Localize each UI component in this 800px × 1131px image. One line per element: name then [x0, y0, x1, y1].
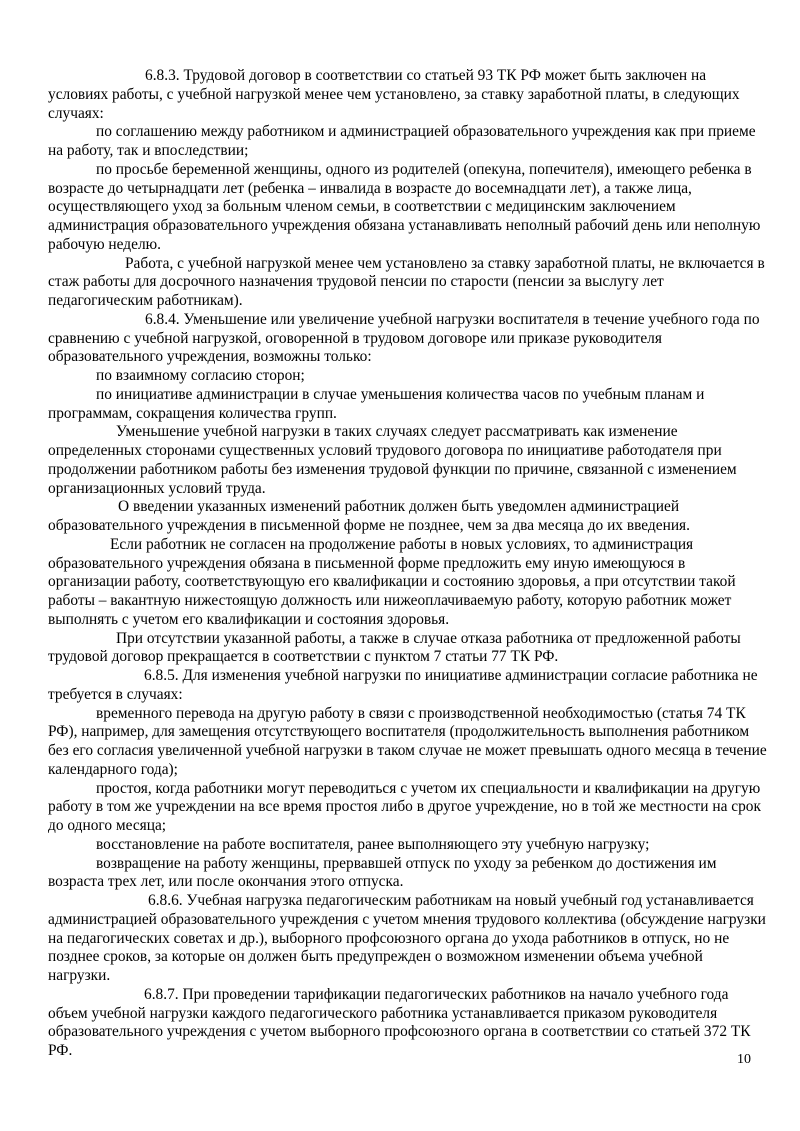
paragraph-notification: О введении указанных изменений работник должен быть уведомлен администрацией образовательного учреждения в письменной форме не позднее, чем за два месяца до их введения. — [48, 498, 690, 534]
list-item-pregnant-request: по просьбе беременной женщины, одного из родителей (опекуна, попечителя), имеющего ребенка в возрасте до четырнадцати лет (ребенка – инвалида в возрасте до восемнадцати лет), а также лица, осуществляющего уход за больным членом семьи, в соответствии с медицинским заключением администрация образовательного учреждения обязана устанавливать неполный рабочий день или неполную рабочую неделю. — [48, 160, 761, 253]
document-body — [48, 67, 768, 1061]
list-item-administration-initiative: по инициативе администрации в случае уменьшения количества часов по учебным планам и программам, сокращения количества групп. — [48, 385, 705, 422]
list-item-return-from-leave: возвращение на работу женщины, прервавшей отпуск по уходу за ребенком до достижения им возраста трех лет, или после окончания этого отпуска. — [48, 854, 717, 891]
paragraph-6-8-3: 6.8.3. Трудовой договор в соответствии со статьей 93 ТК РФ может быть заключен на условиях работы, с учебной нагрузкой менее чем установлено, за ставку заработной платы, в следующих случаях: — [48, 67, 740, 122]
paragraph-load-reduction: Уменьшение учебной нагрузки в таких случаях следует рассматривать как изменение определенных сторонами существенных условий трудового договора по инициативе работодателя при продолжении работником работы без изменения трудовой функции по причине, связанной с изменением организационных условий труда. — [48, 423, 737, 497]
list-item-reinstatement: восстановление на работе воспитателя, ранее выполняющего эту учебную нагрузку; — [96, 835, 650, 853]
list-item-downtime: простоя, когда работники могут переводиться с учетом их специальности и квалификации на другую работу в том же учреждении на все время простоя либо в другое учреждение, но в той же местности на срок до одного месяца; — [48, 779, 761, 834]
paragraph-disagreement: Если работник не согласен на продолжение работы в новых условиях, то администрация образовательного учреждения обязана в письменной форме предложить ему иную имеющуюся в организации работу, соответствующую его квалификации и состоянию здоровья, а при отсутствии такой работы – вакантную нижестоящую должность или нижеоплачиваемую работу, которую работник может выполнять с учетом его квалификации и состояния здоровья. — [48, 535, 736, 628]
paragraph-6-8-4: 6.8.4. Уменьшение или увеличение учебной нагрузки воспитателя в течение учебного года по сравнению с учебной нагрузкой, оговоренной в трудовом договоре или приказе руководителя образовательного учреждения, возможны только: — [48, 310, 760, 366]
list-item-agreement: по соглашению между работником и администрацией образовательного учреждения как при приеме на работу, так и впоследствии; — [48, 123, 756, 159]
list-item-mutual-consent: по взаимному согласию сторон; — [96, 367, 305, 384]
paragraph-6-8-6: 6.8.6. Учебная нагрузка педагогическим работникам на новый учебный год устанавливается администрацией образовательного учреждения с учетом мнения трудового коллектива (обсуждение нагрузки на педагогических советах и др.), выборного профсоюзного органа до ухода работников в отпуск, но не позднее сроков, за которые он должен быть предупрежден о возможном изменении объема учебной нагрузки. — [48, 892, 766, 984]
paragraph-6-8-5: 6.8.5. Для изменения учебной нагрузки по инициативе администрации согласие работника не требуется в случаях: — [48, 667, 758, 703]
paragraph-6-8-7: 6.8.7. При проведении тарификации педагогических работников на начало учебного года объем учебной нагрузки каждого педагогического работника устанавливается приказом руководителя образовательного учреждения с учетом выборного профсоюзного органа в соответствии со статьей 372 ТК РФ. — [48, 985, 751, 1059]
paragraph-termination: При отсутствии указанной работы, а также в случае отказа работника от предложенной работы трудовой договор прекращается в соответствии с пунктом 7 статьи 77 ТК РФ. — [48, 629, 741, 666]
page-number: 10 — [737, 1052, 751, 1067]
list-item-temporary-transfer: временного перевода на другую работу в связи с производственной необходимостью (статья 74 ТК РФ), например, для замещения отсутствующего воспитателя (продолжительность выполнения работником без его согласия увеличенной учебной нагрузки в таком случае не может превышать одного месяца в течение календарного года); — [48, 704, 767, 778]
paragraph-work-experience: Работа, с учебной нагрузкой менее чем установлено за ставку заработной платы, не включается в стаж работы для досрочного назначения трудовой пенсии по старости (пенсии за выслугу лет педагогическим работникам). — [48, 254, 765, 309]
